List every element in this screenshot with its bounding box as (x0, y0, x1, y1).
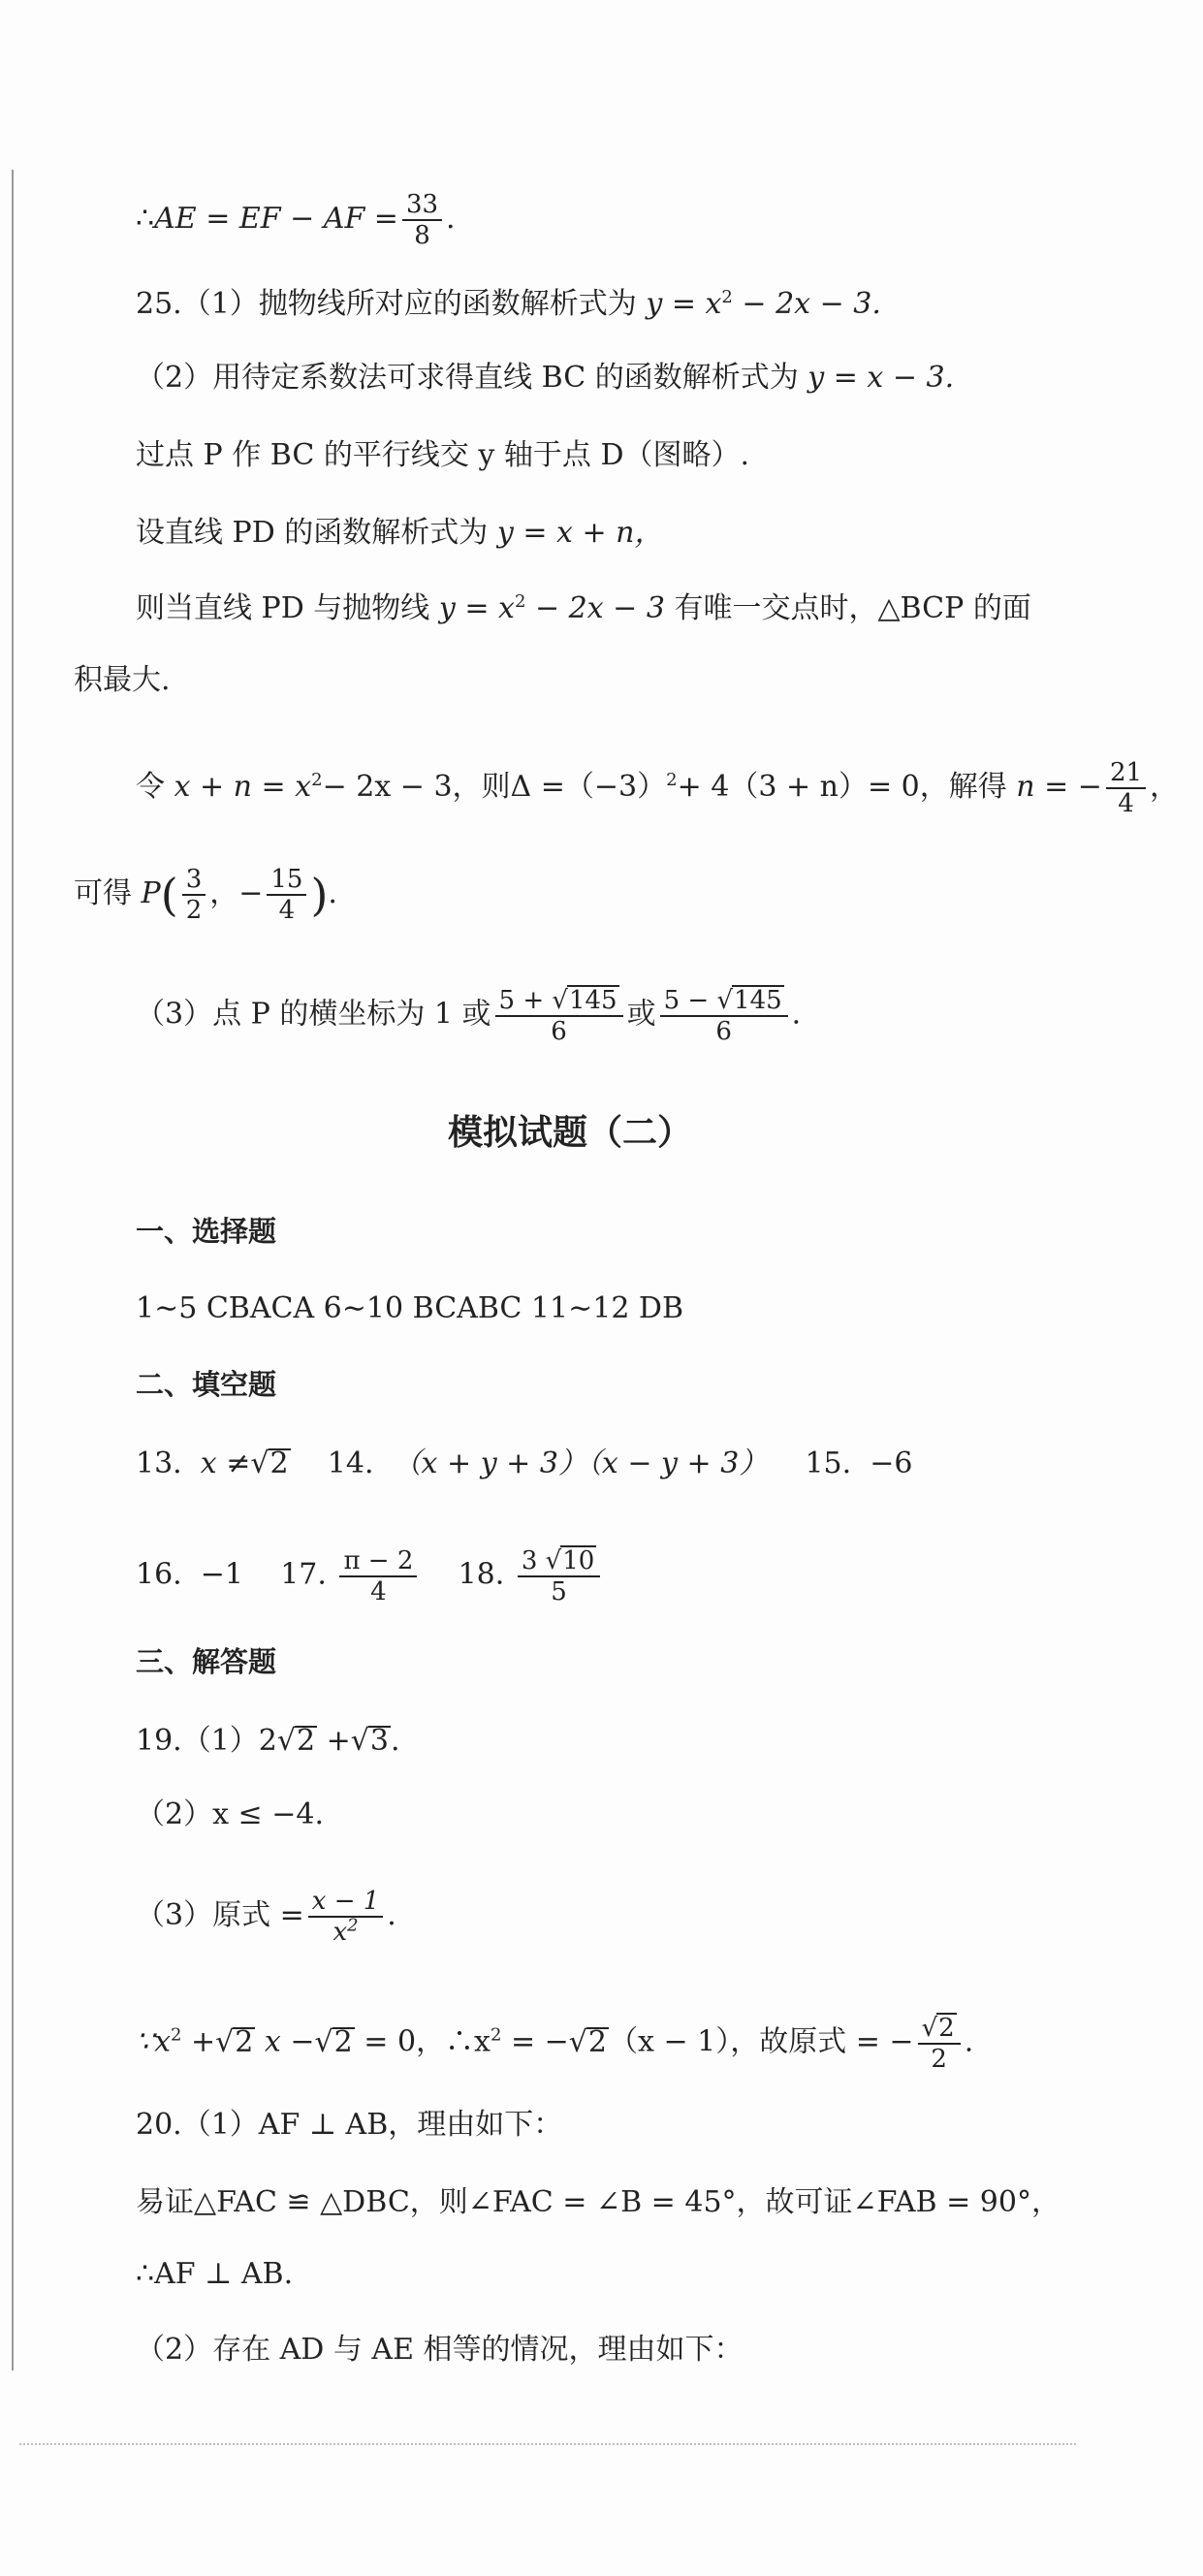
q19-part4-c: x − (264, 2024, 315, 2059)
bottom-dotted-rule (19, 2443, 1076, 2445)
fraction-denominator: 5 (551, 1577, 567, 1606)
fraction-x-minus-1-over-x2 (308, 1887, 384, 1947)
period: . (964, 2024, 974, 2059)
q19-part4-f: （x − 1），故原式 = − (609, 2024, 914, 2059)
q19-part3 (136, 1887, 396, 1947)
fraction-numerator: x − 1 (308, 1887, 384, 1918)
sqrt-sign: √ (350, 1724, 369, 1758)
fraction-sqrt2-over-2 (918, 2013, 961, 2074)
section-heading-fill: 二、填空题 (136, 1368, 277, 1401)
plus-sign: + (326, 1724, 351, 1758)
q25-line7-mid2: + 4（3 + n）= 0，解得 (677, 770, 1007, 804)
sqrt-sign: √ (921, 2014, 938, 2043)
sqrt-sign: √ (545, 1546, 562, 1575)
exponent: 2 (311, 770, 323, 790)
margin-rule (12, 170, 14, 2370)
radicand: 2 (235, 2024, 254, 2059)
exponent: 2 (721, 287, 733, 307)
radicand: 145 (568, 986, 617, 1015)
q19-part1 (136, 1722, 400, 1761)
sqrt-sign: √ (568, 2024, 587, 2059)
q25-line4 (136, 514, 663, 553)
fraction-numerator (918, 2013, 961, 2045)
fraction-3sqrt10-over-5 (518, 1545, 600, 1606)
sqrt-sign: √ (276, 1724, 297, 1758)
line-ae-result (136, 190, 456, 250)
exponent: 2 (347, 1915, 359, 1936)
den-base: x (332, 1918, 348, 1947)
q25-part2 (136, 359, 954, 398)
q14-number: 14. (327, 1447, 374, 1480)
q17-number: 17. (280, 1557, 327, 1592)
q25-line5-text: 则当直线 PD 与抛物线 (136, 591, 430, 625)
q25-line4-text: 设直线 PD 的函数解析式为 (136, 516, 489, 550)
fraction-5-plus-sqrt145-over-6 (495, 985, 623, 1046)
fraction-15-4 (267, 865, 306, 925)
period: . (387, 1898, 396, 1932)
exponent: 2 (171, 2024, 182, 2046)
q25-part2-expr: y = x − 3. (807, 361, 955, 395)
q19-part4 (136, 2013, 973, 2074)
num-text: 5 − (663, 986, 710, 1015)
q25-part1 (136, 285, 881, 324)
therefore-symbol: ∴ (136, 202, 155, 236)
separator: ，− (209, 876, 264, 910)
q25-line5-tail: − 2x − 3 (534, 591, 665, 625)
radicand: 145 (734, 986, 782, 1015)
fraction-numerator: 15 (267, 865, 306, 896)
q25-line7-text: 令 (136, 770, 165, 804)
fill-answers-row2 (136, 1545, 604, 1606)
q25-line7-mid: − 2x − 3，则Δ =（−3） (322, 770, 667, 804)
q25-part2-text: （2）用待定系数法可求得直线 BC 的函数解析式为 (136, 361, 799, 395)
fraction-numerator (518, 1545, 600, 1577)
q25-line8-text: 可得 (74, 876, 132, 910)
q25-line6: 积最大. (74, 663, 171, 697)
period: . (446, 202, 456, 236)
period: . (328, 876, 337, 910)
comma: ， (1150, 770, 1180, 804)
fraction-numerator (495, 985, 623, 1017)
q25-part1-text: 25.（1）抛物线所对应的函数解析式为 (136, 287, 637, 321)
radicand: 2 (297, 1724, 316, 1758)
section-heading-solve: 三、解答题 (136, 1645, 277, 1678)
sqrt-sign: √ (215, 2024, 235, 2059)
q16-number: 16. (136, 1557, 182, 1592)
q19-part2: （2）x ≤ −4. (136, 1797, 324, 1831)
q25-line8 (74, 865, 337, 925)
radicand: 2 (269, 1447, 289, 1480)
exponent: 2 (490, 2024, 502, 2046)
page-title: 模拟试题（二） (448, 1113, 693, 1153)
section-heading-choice: 一、选择题 (136, 1215, 277, 1248)
left-paren: ( (160, 869, 178, 921)
fraction-denominator: 2 (931, 2045, 947, 2074)
period: . (791, 997, 802, 1032)
fraction-5-minus-sqrt145-over-6 (660, 985, 788, 1046)
sqrt-sign: √ (250, 1447, 269, 1480)
q20-part1: 20.（1）AF ⊥ AB，理由如下： (136, 2108, 563, 2142)
q25-line5-expr: y = x (438, 591, 515, 625)
ae-expression: AE = EF − AF = (154, 202, 398, 236)
point-p: P (141, 876, 161, 910)
fraction-denominator: 4 (1118, 789, 1134, 818)
q16-answer: −1 (200, 1557, 244, 1592)
right-paren: ) (310, 869, 329, 921)
q19-part4-a: ∵x (136, 2024, 172, 2059)
exponent: 2 (666, 770, 678, 790)
q25-line7-expr: x + n = x (174, 770, 312, 804)
q25-part1-expr: y = x (646, 287, 722, 321)
q15-number: 15. (805, 1447, 852, 1480)
plus-sign: + (191, 2024, 216, 2059)
q19-part4-d: = 0，∴x (364, 2024, 491, 2059)
q19-part1-text: 19.（1）2 (136, 1724, 277, 1758)
q25-part3 (136, 985, 801, 1046)
q20-part2: 易证△FAC ≌ △DBC，则∠FAC = ∠B = 45°，故可证∠FAB = 90°， (136, 2185, 1061, 2219)
fraction-numerator (660, 985, 788, 1017)
fraction-denominator: 2 (185, 896, 203, 925)
q19-part3-text: （3）原式 = (136, 1898, 304, 1932)
q25-line4-expr: y = x + n， (496, 516, 664, 550)
q20-part4: （2）存在 AD 与 AE 相等的情况，理由如下： (136, 2333, 744, 2367)
fraction-numerator: 33 (402, 190, 442, 221)
q25-line5-text-b: 有唯一交点时，△BCP 的面 (674, 591, 1031, 625)
fraction-numerator: 21 (1106, 758, 1146, 789)
sqrt-sign: √ (552, 986, 568, 1015)
fraction-numerator: 3 (182, 865, 206, 896)
fraction-denominator: 6 (715, 1017, 732, 1046)
radicand: 2 (333, 2024, 353, 2059)
radicand: 10 (562, 1546, 595, 1575)
fraction-pi-minus-2-over-4 (339, 1546, 417, 1606)
period: . (391, 1724, 400, 1758)
fraction-numerator: π − 2 (339, 1546, 417, 1577)
radicand: 3 (369, 1724, 390, 1758)
q20-part3: ∴AF ⊥ AB. (136, 2257, 294, 2291)
q13-answer: x ≠ (200, 1447, 251, 1480)
fraction-21-4 (1106, 758, 1146, 818)
q25-part3-text: （3）点 P 的横坐标为 1 或 (136, 997, 491, 1032)
sqrt-sign: √ (314, 2024, 333, 2059)
q14-answer: （x + y + 3）（x − y + 3） (392, 1447, 769, 1480)
q13-number: 13. (136, 1447, 182, 1480)
q25-line3: 过点 P 作 BC 的平行线交 y 轴于点 D（图略）. (136, 438, 750, 472)
q18-number: 18. (458, 1557, 505, 1592)
num-text: 5 + (498, 986, 545, 1015)
fraction-3-2 (182, 865, 206, 925)
q15-answer: −6 (870, 1447, 913, 1480)
choice-answers: 1∼5 CBACA 6∼10 BCABC 11∼12 DB (136, 1291, 684, 1325)
fraction-denominator: 6 (551, 1017, 567, 1046)
q25-part1-tail: − 2x − 3. (742, 287, 881, 321)
q19-part4-e: = − (510, 2024, 569, 2059)
fill-answers-row1 (136, 1445, 913, 1483)
fraction-denominator (308, 1915, 384, 1947)
q25-line7-n: n = − (1016, 770, 1102, 804)
q25-line5 (136, 589, 1031, 628)
radicand: 2 (587, 2024, 607, 2059)
fraction-denominator: 4 (278, 896, 296, 925)
radicand: 2 (938, 2014, 955, 2043)
fraction-denominator: 8 (414, 221, 430, 250)
or-word: 或 (626, 997, 656, 1032)
sqrt-sign: √ (716, 986, 734, 1015)
fraction-33-8 (402, 190, 442, 250)
q25-line7 (136, 758, 1179, 818)
fraction-denominator: 4 (370, 1576, 387, 1606)
exponent: 2 (514, 591, 526, 612)
num-text: 3 (521, 1546, 538, 1575)
